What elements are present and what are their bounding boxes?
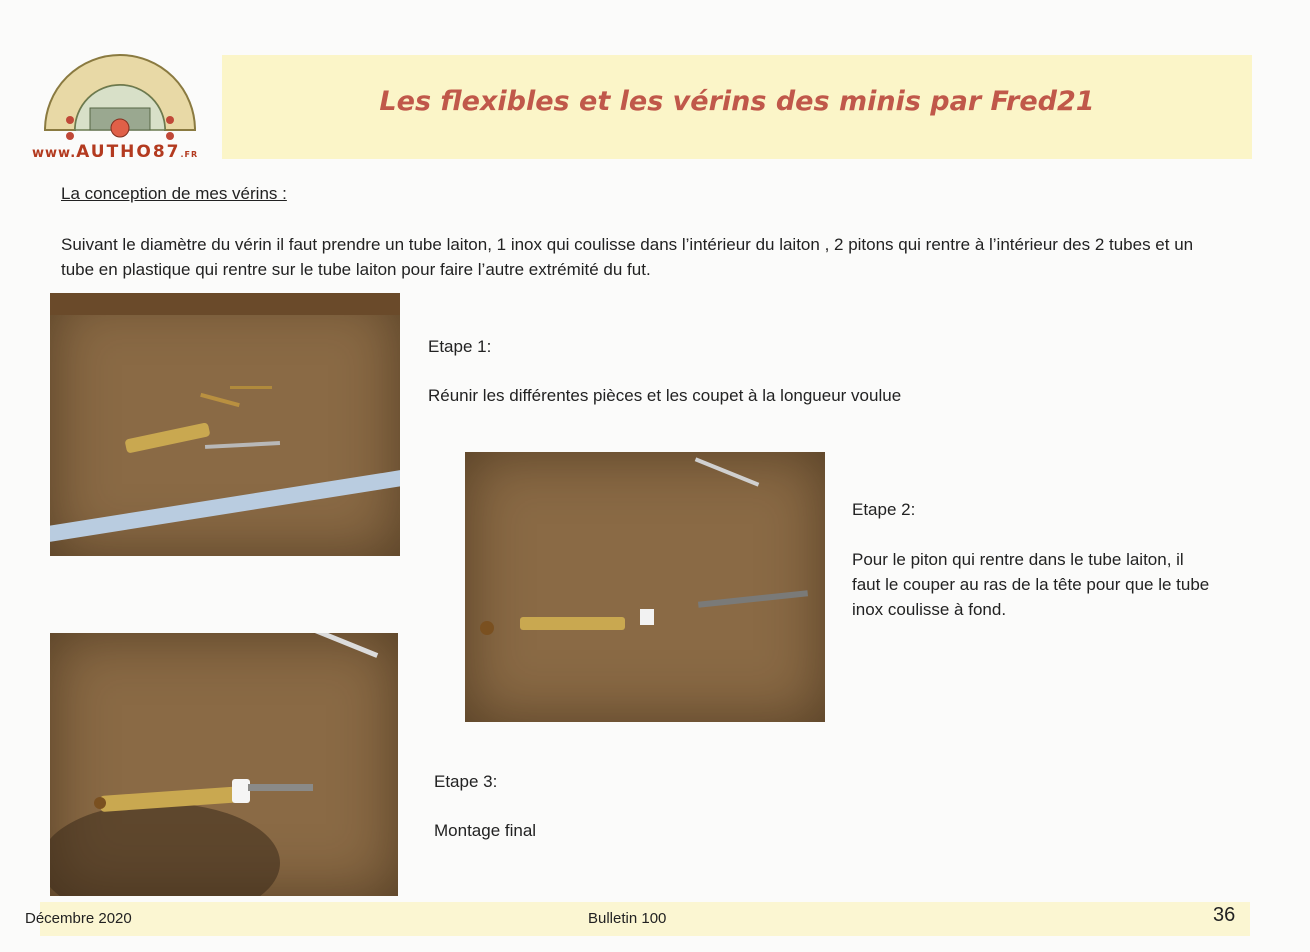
step-1-text: Réunir les différentes pièces et les coupet à la longueur voulue [428, 386, 902, 405]
footer-date: Décembre 2020 [25, 910, 132, 927]
photo-step-3 [50, 633, 398, 896]
step-3-text: Montage final [434, 821, 537, 840]
photo-step-1 [50, 293, 400, 556]
step-2-label: Etape 2: [852, 500, 916, 519]
step-2-text: Pour le piton qui rentre dans le tube laiton, il faut le couper au ras de la tête pour que le tube inox coulisse à fond. [852, 550, 1210, 619]
photo-step-2 [465, 452, 825, 722]
logo-url: www.AUTHO87.FR [32, 142, 199, 162]
step-3-label: Etape 3: [434, 772, 498, 791]
step-1-label: Etape 1: [428, 337, 492, 356]
section-title: La conception de mes vérins : [61, 184, 287, 203]
footer-bulletin: Bulletin 100 [588, 910, 667, 927]
page-number: 36 [1213, 904, 1236, 926]
page-title: Les flexibles et les vérins des minis par Fred21 [379, 86, 1095, 117]
intro-paragraph: Suivant le diamètre du vérin il faut prendre un tube laiton, 1 inox qui coulisse dans l’intérieur du laiton , 2 pitons qui rentre à l’intérieur des 2 tubes et un tube en plastique qui rentre sur le tube laiton pour faire l’autre extrémité du fut. [61, 235, 1194, 279]
